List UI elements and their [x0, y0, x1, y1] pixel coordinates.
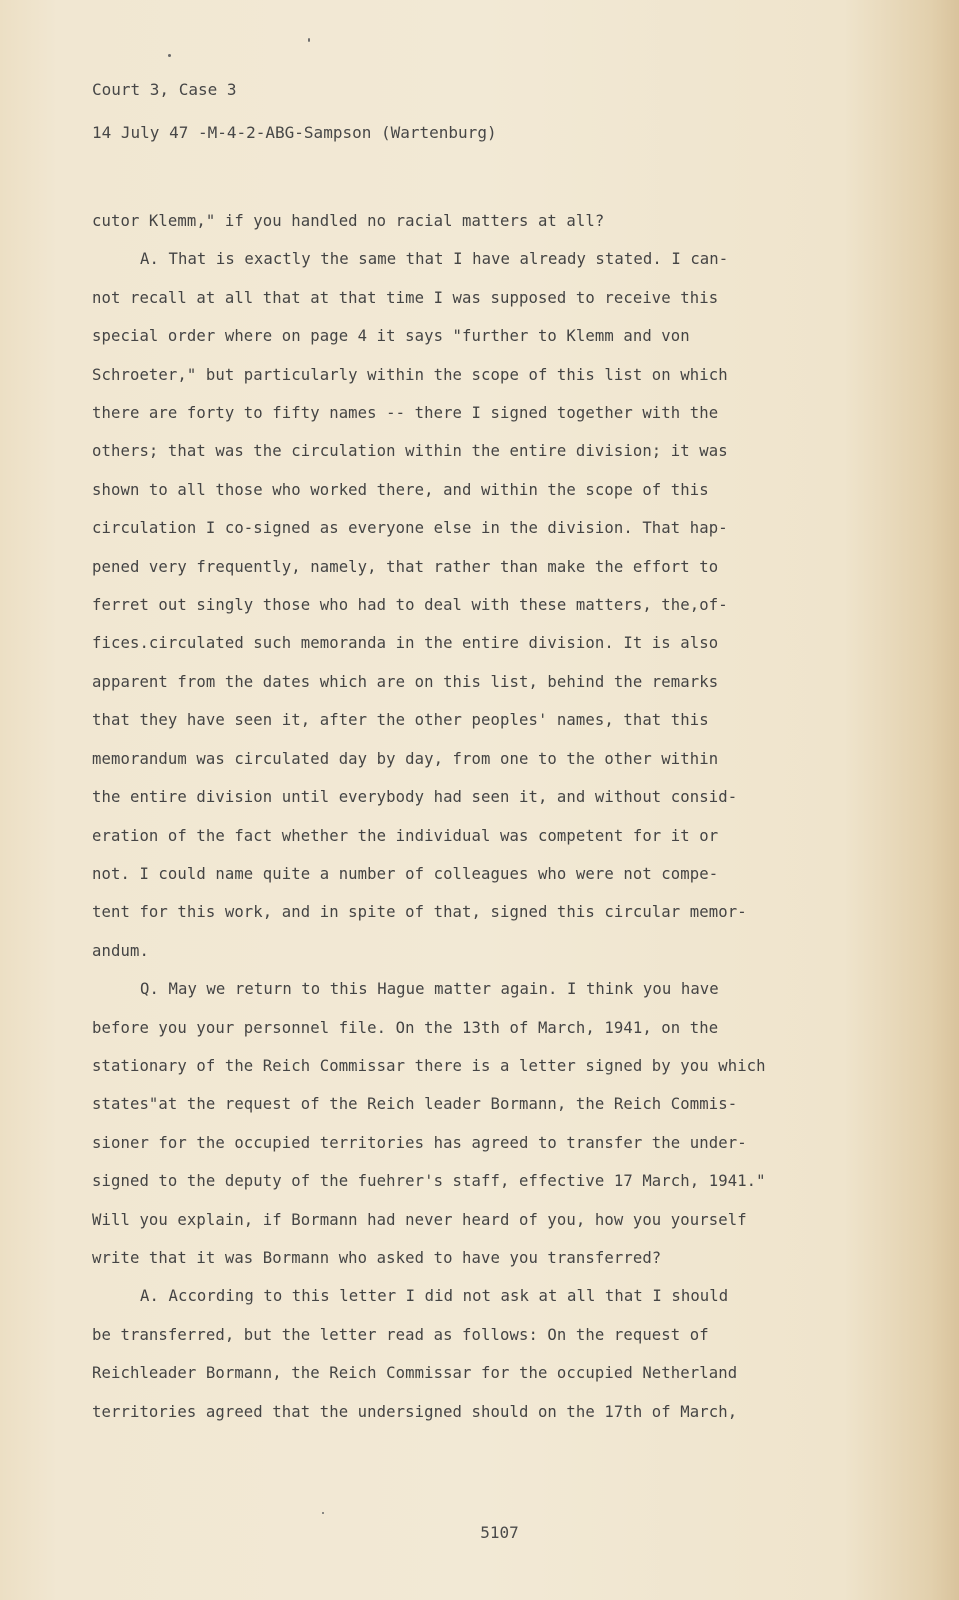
- transcript-line: not recall at all that at that time I was supposed to receive this: [92, 288, 719, 307]
- transcript-body: [92, 202, 852, 1431]
- paper-speck: [322, 1512, 324, 1514]
- transcript-line: sioner for the occupied territories has agreed to transfer the under-: [92, 1133, 747, 1152]
- question-paragraph-start: Q. May we return to this Hague matter again. I think you have: [140, 980, 719, 999]
- transcript-line: be transferred, but the letter read as follows: On the request of: [92, 1325, 709, 1344]
- transcript-line: cutor Klemm," if you handled no racial matters at all?: [92, 212, 605, 230]
- transcript-line: write that it was Bormann who asked to have you transferred?: [92, 1248, 662, 1267]
- transcript-line: ferret out singly those who had to deal with these matters, the,of-: [92, 596, 728, 615]
- answer-paragraph-start: A. That is exactly the same that I have already stated. I can-: [140, 250, 729, 269]
- transcript-line: not. I could name quite a number of colleagues who were not compe-: [92, 864, 719, 883]
- transcript-line: others; that was the circulation within the entire division; it was: [92, 442, 728, 461]
- transcript-line: special order where on page 4 it says "further to Klemm and von: [92, 327, 690, 346]
- transcript-line: signed to the deputy of the fuehrer's staff, effective 17 March, 1941.": [92, 1172, 766, 1191]
- court-case-heading: Court 3, Case 3: [92, 80, 237, 99]
- transcript-line: before you your personnel file. On the 13th of March, 1941, on the: [92, 1018, 719, 1037]
- transcript-line: shown to all those who worked there, and within the scope of this: [92, 480, 709, 499]
- transcript-line: pened very frequently, namely, that rather than make the effort to: [92, 557, 719, 576]
- transcript-line: eration of the fact whether the individual was competent for it or: [92, 826, 719, 845]
- transcript-line: there are forty to fifty names -- there I signed together with the: [92, 404, 719, 423]
- page-number: 5107: [480, 1523, 519, 1542]
- transcript-line: that they have seen it, after the other peoples' names, that this: [92, 711, 709, 730]
- transcript-line: memorandum was circulated day by day, from one to the other within: [92, 749, 719, 768]
- transcript-line: the entire division until everybody had seen it, and without consid-: [92, 788, 738, 807]
- transcript-line: Schroeter," but particularly within the scope of this list on which: [92, 365, 728, 384]
- transcript-line: territories agreed that the undersigned should on the 17th of March,: [92, 1402, 738, 1421]
- session-reference-line: 14 July 47 -M-4-2-ABG-Sampson (Wartenburg): [92, 123, 497, 142]
- transcript-line: fices.circulated such memoranda in the entire division. It is also: [92, 634, 719, 653]
- paper-speck: [168, 54, 171, 57]
- transcript-line: Reichleader Bormann, the Reich Commissar for the occupied Netherland: [92, 1364, 738, 1383]
- answer-paragraph-start: A. According to this letter I did not ask at all that I should: [140, 1287, 729, 1306]
- transcript-line: Will you explain, if Bormann had never heard of you, how you yourself: [92, 1210, 747, 1229]
- paper-speck: [308, 38, 310, 42]
- transcript-line: stationary of the Reich Commissar there is a letter signed by you which: [92, 1056, 766, 1075]
- transcript-line: apparent from the dates which are on this list, behind the remarks: [92, 672, 719, 691]
- transcript-line: states"at the request of the Reich leader Bormann, the Reich Commis-: [92, 1095, 738, 1114]
- transcript-line: tent for this work, and in spite of that, signed this circular memor-: [92, 903, 747, 922]
- transcript-line: circulation I co-signed as everyone else in the division. That hap-: [92, 519, 728, 538]
- transcript-line: andum.: [92, 941, 149, 960]
